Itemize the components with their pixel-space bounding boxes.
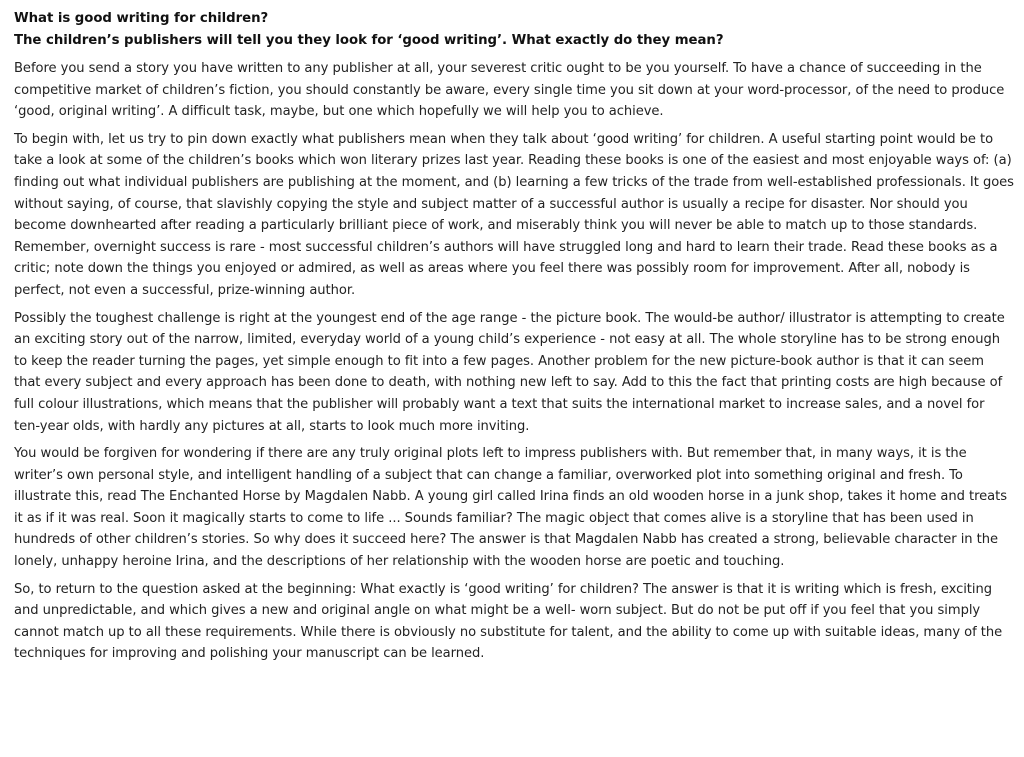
paragraph-2: To begin with, let us try to pin down exactly what publishers mean when they talk about ‘good writing’ for children. A useful starting point would be to take a look at some of the children’s books which won literary prizes last year. Reading these books is one of the easiest and most enjoyable ways of: (a) finding out what individual publishers are publishing at the moment, and (b) learning a few tricks of the trade from well-established professionals. It goes without saying, of course, that slavishly copying the style and subject matter of a successful author is usually a recipe for disaster. Nor should you become downhearted after reading a particularly brilliant piece of work, and miserably think you will never be able to match up to those standards. Remember, overnight success is rare - most successful children’s authors will have struggled long and hard to learn their trade. Read these books as a critic; note down the things you enjoyed or admired, as well as areas where you feel there was possibly room for improvement. After all, nobody is perfect, not even a successful, prize-winning author. [14,131,1014,298]
paragraph-3: Possibly the toughest challenge is right at the youngest end of the age range - the picture book. The would-be author/ illustrator is attempting to create an exciting story out of the narrow, limited, everyday world of a young child’s experience - not easy at all. The whole storyline has to be strong enough to keep the reader turning the pages, yet simple enough to fit into a few pages. Another problem for the new picture-book author is that it can seem that every subject and every approach has been done to death, with nothing new left to say. Add to this the fact that printing costs are high because of full colour illustrations, which means that the publisher will probably want a text that suits the international market to increase sales, and a novel for ten-year olds, with hardly any pictures at all, starts to look much more inviting. [14,310,1005,434]
article-title: What is good writing for children? [14,11,269,26]
paragraph-4: You would be forgiven for wondering if there are any truly original plots left to impress publishers with. But remember that, in many ways, it is the writer’s own personal style, and intelligent handling of a subject that can change a familiar, overworked plot into something original and fresh. To illustrate this, read The Enchanted Horse by Magdalen Nabb. A young girl called Irina finds an old wooden horse in a junk shop, takes it home and treats it as if it was real. Soon it magically starts to come to life ... Sounds familiar? The magic object that comes alive is a storyline that has been used in hundreds of other children’s stories. So why does it succeed here? The answer is that Magdalen Nabb has created a strong, believable character in the lonely, unhappy heroine Irina, and the descriptions of her relationship with the wooden horse are poetic and touching. [14,446,1007,570]
paragraph-5: So, to return to the question asked at the beginning: What exactly is ‘good writing’ for children? The answer is that it is writing which is fresh, exciting and unpredictable, and which gives a new and original angle on what might be a well- worn subject. But do not be put off if you feel that you simply cannot match up to all these requirements. While there is obviously no substitute for talent, and the ability to come up with suitable ideas, many of the techniques for improving and polishing your manuscript can be learned. [14,581,1003,662]
article-subtitle: The children’s publishers will tell you they look for ‘good writing’. What exactly do they mean? [14,33,724,48]
paragraph-1: Before you send a story you have written to any publisher at all, your severest critic ought to be you yourself. To have a chance of succeeding in the competitive market of children’s fiction, you should constantly be aware, every single time you sit down at your word-processor, of the need to produce ‘good, original writing’. A difficult task, maybe, but one which hopefully we will help you to achieve. [14,61,1005,120]
